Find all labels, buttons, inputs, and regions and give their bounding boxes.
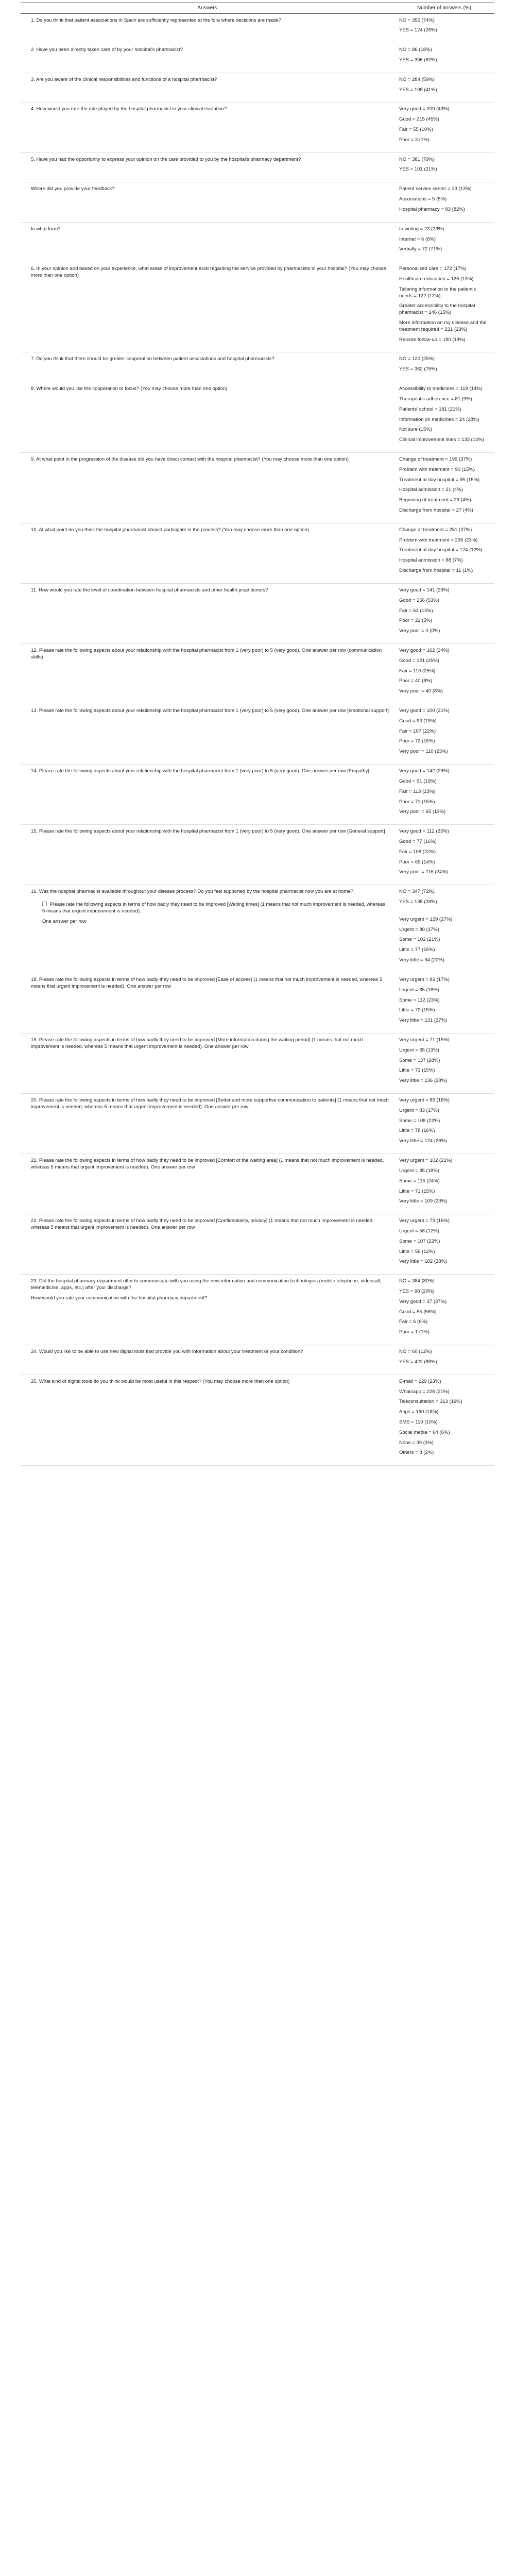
answer-option: Poor = 71 (15%) (399, 799, 435, 805)
answer-cell (394, 825, 494, 885)
answer-option: Beginning of treatment = 29 (4%) (399, 497, 471, 503)
question-cell (21, 43, 394, 73)
question-cell (21, 262, 394, 352)
question-text: 9. At what point in the progression of the disease did you have direct contact with the hospital pharmacist? (You may choose more than one option) (31, 456, 349, 462)
sub-answer-option: Little = 77 (16%) (399, 947, 435, 953)
answer-option: Urgent = 85 (18%) (399, 987, 439, 993)
table-row (21, 583, 494, 643)
table-row (21, 1154, 494, 1214)
list-marker-icon (42, 902, 47, 906)
answer-cell (394, 885, 494, 973)
answer-option: Not sure (15%) (399, 427, 432, 433)
question-text: 6. In your opinion and based on your experience, what areas of improvement exist regarding the service provided by pharmacists in your hospital? (You may choose more than one option) (31, 266, 386, 278)
answer-option: Whatsapp = 228 (21%) (399, 1388, 450, 1395)
answer-option: Very little = 131 (27%) (399, 1018, 448, 1024)
answer-option: Healthcare education = 126 (13%) (399, 276, 474, 282)
answer-cell (394, 704, 494, 765)
answer-option: Teleconsultation = 313 (19%) (399, 1399, 462, 1405)
question-text: 4. How would you rate the role played by the hospital pharmacist in your clinical evolution? (31, 106, 227, 112)
answer-option: Urgent = 83 (17%) (399, 1107, 439, 1113)
table-row (21, 13, 494, 43)
table-row (21, 1033, 494, 1093)
answer-option: YES = 362 (75%) (399, 366, 437, 372)
table-row (21, 352, 494, 382)
answer-option: Accessibility to medicines = 119 (14%) (399, 386, 483, 392)
answer-option: Very poor = 0 (0%) (399, 628, 440, 634)
table-row (21, 152, 494, 182)
answer-option: Fair = 108 (22%) (399, 849, 436, 855)
answer-option: YES = 422 (88%) (399, 1359, 437, 1365)
question-text: 18. Please rate the following aspects in terms of how badly they need to be improved [Ease of access] (1 means that not much improvement is needed, whereas 5 means that urgent improvement is needed). One answer per row (31, 976, 383, 989)
table-row (21, 43, 494, 73)
answer-option: Hospital admission = 88 (7%) (399, 557, 463, 564)
sub-question-text (42, 902, 389, 915)
answer-option: E-mail = 229 (23%) (399, 1378, 441, 1384)
question-text: 20. Please rate the following aspects in terms of how badly they need to be improved [Better and more supportive communication to patients] (1 means that not much improvement is needed, whereas 5 means that urgent improvement is needed). One answer per row (31, 1097, 389, 1110)
answer-option: Very little = 182 (38%) (399, 1259, 448, 1265)
answer-cell (394, 523, 494, 583)
header-number-of-answers: Number of answers (%) (394, 3, 494, 14)
answer-option: Hospital admission = 21 (4%) (399, 487, 463, 493)
sub-question-line: One answer per row (42, 918, 87, 924)
answer-cell (394, 43, 494, 73)
question-cell (21, 1094, 394, 1154)
answer-option: Good = 77 (16%) (399, 838, 437, 844)
answer-cell (394, 1275, 494, 1345)
answer-option: YES = 135 (28%) (399, 899, 437, 905)
answer-option: Very good = 100 (21%) (399, 708, 450, 714)
question-cell (21, 1275, 394, 1345)
answer-cell (394, 973, 494, 1033)
answer-cell (394, 452, 494, 523)
question-cell (21, 885, 394, 973)
sub-answer-option: Very urgent = 129 (27%) (399, 916, 453, 922)
answer-option: In writing = 23 (23%) (399, 226, 444, 232)
answer-option: Problem with treatment = 236 (23%) (399, 537, 478, 543)
answer-option: YES = 98 (20%) (399, 1289, 435, 1294)
question-text: 8. Where would you like the cooperation to focus? (You may choose more than one option) (31, 386, 228, 392)
question-cell (21, 73, 394, 103)
answer-cell (394, 1154, 494, 1214)
answer-option: Poor = 1 (1%) (399, 1329, 430, 1335)
answer-option: Very urgent = 79 (16%) (399, 1218, 450, 1224)
answer-cell (394, 1214, 494, 1275)
table-row (21, 885, 494, 973)
answer-option: Very poor = 65 (13%) (399, 809, 446, 815)
table-row (21, 103, 494, 152)
answer-option: Fair = 113 (23%) (399, 788, 436, 794)
answer-option: Some = 107 (22%) (399, 1238, 440, 1244)
answer-cell (394, 643, 494, 704)
sub-question (31, 902, 389, 925)
answer-option: Some = 115 (24%) (399, 1178, 440, 1184)
table-header-row (21, 3, 494, 14)
question-text: 5. Have you had the opportunity to express your opinion on the care provided to you by the hospital's pharmacy department? (31, 156, 301, 162)
question-text: 11. How would you rate the level of coordination between hospital pharmacists and other health practitioners? (31, 587, 268, 593)
answer-option: Little = 56 (12%) (399, 1248, 435, 1255)
question-text: 19. Please rate the following aspects in terms of how badly they need to be improved [More information during the waiting period] (1 means that not much improvement is needed, whereas 5 means that urgent improvement is needed). One answer per row (31, 1037, 363, 1049)
answer-option: NO = 347 (72%) (399, 889, 435, 895)
answer-option: Very good = 209 (43%) (399, 106, 450, 112)
question-cell (21, 704, 394, 765)
answer-option: Patient service center = 13 (13%) (399, 186, 472, 192)
answer-option: Good = 256 (53%) (399, 597, 439, 603)
answer-option: YES = 101 (21%) (399, 166, 437, 173)
question-text: Where did you provide your feedback? (31, 186, 115, 192)
answer-option: YES = 198 (41%) (399, 87, 437, 93)
answer-option: Poor = 72 (15%) (399, 738, 435, 744)
answer-option: Tailoring information to the patient's needs = 122 (12%) (399, 286, 476, 299)
table-row (21, 1214, 494, 1275)
answer-option: Little = 71 (15%) (399, 1188, 435, 1194)
answer-option: Fair = 63 (13%) (399, 607, 433, 614)
table-row (21, 1345, 494, 1375)
answer-option: Discharge from hospital = 27 (4%) (399, 507, 473, 513)
answer-option: Poor = 22 (5%) (399, 618, 433, 624)
question-cell (21, 1375, 394, 1466)
sub-question-text (42, 919, 389, 925)
answer-option: None = 39 (3%) (399, 1439, 434, 1446)
answer-option: NO = 381 (79%) (399, 156, 435, 162)
question-cell (21, 523, 394, 583)
answer-option: Very good = 141 (29%) (399, 587, 450, 593)
table-row (21, 262, 494, 352)
question-text: 10. At what point do you think the hospital pharmacist should participate in the process? (You may choose more than one option) (31, 527, 309, 533)
answer-option: Others = 8 (2%) (399, 1450, 434, 1456)
answer-option: Personalized care = 172 (17%) (399, 266, 467, 272)
table-bottom-rule (21, 1466, 494, 1470)
question-cell (21, 1033, 394, 1093)
table-row (21, 73, 494, 103)
question-text: 25. What kind of digital tools do you think would be most useful in this respect? (You may choose more than one option) (31, 1378, 290, 1384)
question-text: 7. Do you think that there should be greater cooperation between patient associations and hospital pharmacists? (31, 356, 274, 362)
answer-option: Very urgent = 71 (15%) (399, 1037, 450, 1043)
table-row (21, 182, 494, 222)
table-row (21, 1375, 494, 1466)
answer-option: Poor = 3 (1%) (399, 137, 430, 143)
question-cell (21, 765, 394, 825)
answer-cell (394, 222, 494, 262)
answer-option: NO = 86 (18%) (399, 47, 432, 53)
question-text: 13. Please rate the following aspects about your relationship with the hospital pharmacist from 1 (very poor) to 5 (very good). One answer per row [emotional support] (31, 708, 389, 714)
answer-option: Some = 108 (22%) (399, 1117, 440, 1124)
answer-option: Good = 91 (19%) (399, 778, 437, 784)
question-text: 2. Have you been directly taken care of by your hospital's pharmacist? (31, 47, 183, 53)
sub-answer-option: Some = 102 (21%) (399, 937, 440, 943)
answer-option: Fair = 55 (10%) (399, 127, 433, 132)
question-text: 21. Please rate the following aspects in terms of how badly they need to be improved [Comfort of the waiting area] (1 means that not much improvement is needed, whereas 5 means that urgent improvement is needed). One answer per row (31, 1158, 384, 1170)
answer-cell (394, 583, 494, 643)
answer-option: Very little = 124 (26%) (399, 1138, 448, 1144)
answer-cell (394, 182, 494, 222)
question-cell (21, 973, 394, 1033)
answer-option: Patients' school = 181 (21%) (399, 406, 461, 412)
answer-option: Very good = 142 (29%) (399, 768, 450, 774)
answer-option: Very poor = 116 (24%) (399, 869, 448, 875)
answer-option: Very little = 136 (28%) (399, 1078, 448, 1084)
answer-option: Good = 93 (19%) (399, 718, 437, 724)
question-cell (21, 583, 394, 643)
answer-option: Fair = 119 (25%) (399, 668, 436, 674)
answer-option: Some = 112 (23%) (399, 997, 440, 1003)
answer-option: Greater accessibility to the hospital pharmacist = 146 (15%) (399, 303, 475, 316)
answer-option: Clinical improvement lines = 133 (14%) (399, 437, 485, 443)
answer-option: Information on medicines = 24 (28%) (399, 416, 479, 422)
answer-option: Urgent = 85 (18%) (399, 1167, 439, 1174)
answer-option: Treatment at day hospital = 95 (15%) (399, 477, 480, 483)
question-cell (21, 1345, 394, 1375)
question-text: 22. Please rate the following aspects in terms of how badly they need to be improved [Confidentiality, privacy] (1 means that not much improvement is needed, whereas 5 means that urgent improvement is needed). One answer per row (31, 1218, 374, 1230)
question-text: 23. Did the hospital pharmacy department offer to communicate with you using the new information and communication technologies (mobile telephone, videocall, telemedicine, apps, etc.) after your discharge? (31, 1278, 381, 1291)
question-text: 14. Please rate the following aspects about your relationship with the hospital pharmacist from 1 (very poor) to 5 (very good). One answer per row [Empathy] (31, 768, 369, 774)
survey-results-table (21, 3, 494, 1470)
table-body (21, 13, 494, 1466)
answer-option: Discharge from hospital = 11 (1%) (399, 568, 473, 574)
answer-option: Very urgent = 102 (21%) (399, 1158, 453, 1164)
question-cell (21, 825, 394, 885)
table-row (21, 825, 494, 885)
question-text: In what form? (31, 226, 61, 232)
answer-cell (394, 1094, 494, 1154)
answer-option: Very urgent = 89 (18%) (399, 1097, 450, 1103)
table-row (21, 1094, 494, 1154)
answer-option: Hospital pharmacy = 83 (82%) (399, 206, 466, 212)
question-cell (21, 382, 394, 453)
answer-cell (394, 765, 494, 825)
answer-option: Urgent = 58 (12%) (399, 1228, 439, 1234)
answer-option: NO = 120 (25%) (399, 356, 435, 362)
answer-option: Change of treatment = 251 (37%) (399, 527, 472, 533)
answer-option: Verbally = 72 (71%) (399, 246, 442, 252)
question-cell (21, 13, 394, 43)
answer-option: Fair = 6 (6%) (399, 1319, 428, 1325)
question-text: 3. Are you aware of the clinical responsibilities and functions of a hospital pharmacist? (31, 76, 217, 82)
answer-cell (394, 262, 494, 352)
answer-option: Good = 55 (56%) (399, 1309, 437, 1315)
answer-option: Remote follow-up = 190 (19%) (399, 336, 466, 343)
table-row (21, 1275, 494, 1345)
answer-option: Treatment at day hospital = 124 (12%) (399, 547, 483, 553)
answer-option: Little = 72 (15%) (399, 1007, 435, 1013)
table-row (21, 382, 494, 453)
answer-cell (394, 13, 494, 43)
question-cell (21, 352, 394, 382)
answer-option: NO = 60 (12%) (399, 1349, 432, 1355)
answer-cell (394, 1345, 494, 1375)
sub-question-line: Please rate the following aspects in terms of how badly they need to be improved [Waiting times] (1 means that not much improvement is needed, whereas 5 means that urgent improvement is needed). (42, 902, 385, 914)
question-cell (21, 152, 394, 182)
answer-option: NO = 284 (59%) (399, 76, 435, 82)
table-row (21, 643, 494, 704)
answer-option: Very good = 112 (23%) (399, 828, 449, 835)
answer-cell (394, 1033, 494, 1093)
answer-option: Little = 73 (15%) (399, 1067, 435, 1074)
answer-option: Very urgent = 82 (17%) (399, 976, 450, 982)
answer-cell (394, 103, 494, 152)
question-text: How would you rate your communication with the hospital pharmacy department? (31, 1295, 208, 1301)
table-row (21, 765, 494, 825)
answer-option: SMS = 110 (10%) (399, 1419, 438, 1425)
answer-option: Very poor = 110 (23%) (399, 749, 448, 755)
table-row (21, 973, 494, 1033)
sub-answer-option: Very little = 94 (20%) (399, 957, 444, 963)
answer-option: Apps = 190 (18%) (399, 1409, 439, 1415)
sub-answer-option: Urgent = 80 (17%) (399, 926, 439, 933)
answer-option: Internet = 6 (6%) (399, 236, 436, 242)
question-cell (21, 1214, 394, 1275)
header-answers: Answers (21, 3, 394, 14)
question-cell (21, 452, 394, 523)
answer-option: Therapeutic adherence = 81 (9%) (399, 396, 472, 402)
answer-cell (394, 152, 494, 182)
question-text: 15. Please rate the following aspects about your relationship with the hospital pharmacist from 1 (very poor) to 5 (very good). One answer per row [General support] (31, 828, 385, 835)
question-cell (21, 103, 394, 152)
question-text: 24. Would you like to be able to use new digital tools that provide you with information about your treatment or your condition? (31, 1349, 303, 1355)
answer-option: Some = 137 (28%) (399, 1057, 440, 1063)
answer-cell (394, 382, 494, 453)
answer-option: Social media = 64 (6%) (399, 1429, 450, 1435)
answer-option: NO = 384 (80%) (399, 1278, 435, 1284)
answer-option: Poor = 69 (14%) (399, 859, 435, 865)
question-text: 12. Please rate the following aspects about your relationship with the hospital pharmacist from 1 (very poor) to 5 (very good). One answer per row (communication skills) (31, 647, 382, 660)
answer-option: Poor = 40 (8%) (399, 678, 433, 684)
question-cell (21, 222, 394, 262)
answer-cell (394, 1375, 494, 1466)
answer-option: Good = 121 (25%) (399, 657, 439, 664)
answer-option: Very good = 162 (34%) (399, 647, 450, 653)
table-row (21, 704, 494, 765)
answer-option: Very little = 109 (23%) (399, 1198, 448, 1205)
question-cell (21, 1154, 394, 1214)
answer-option: Little = 78 (16%) (399, 1128, 435, 1134)
answer-cell (394, 352, 494, 382)
survey-table-container (21, 0, 494, 1470)
answer-option: YES = 124 (26%) (399, 27, 437, 33)
answer-cell (394, 73, 494, 103)
answer-option: Change of treatment = 199 (37%) (399, 456, 472, 462)
answer-option: Urgent = 65 (13%) (399, 1047, 439, 1053)
question-cell (21, 182, 394, 222)
answer-option: More information on my disease and the treatment required = 231 (23%) (399, 320, 487, 332)
answer-option: Good = 215 (45%) (399, 116, 439, 123)
answer-option: NO = 356 (74%) (399, 17, 435, 23)
table-row (21, 523, 494, 583)
answer-option: Very good = 37 (37%) (399, 1298, 447, 1304)
answer-option: Very poor = 40 (8%) (399, 688, 443, 694)
answer-option: Problem with treatment = 90 (15%) (399, 466, 475, 472)
question-cell (21, 643, 394, 704)
answer-option: Associations = 5 (5%) (399, 196, 447, 202)
answer-option: Fair = 107 (22%) (399, 728, 436, 734)
answer-option: YES = 396 (82%) (399, 57, 437, 63)
question-text: 1. Do you think that patient associations in Spain are sufficiently represented at the fora where decisions are made? (31, 17, 281, 23)
table-row (21, 452, 494, 523)
question-text: 16. Was the hospital pharmacist available throughout your disease process? Do you feel supported by the hospital pharmacist now you are at home? (31, 889, 353, 895)
table-row (21, 222, 494, 262)
